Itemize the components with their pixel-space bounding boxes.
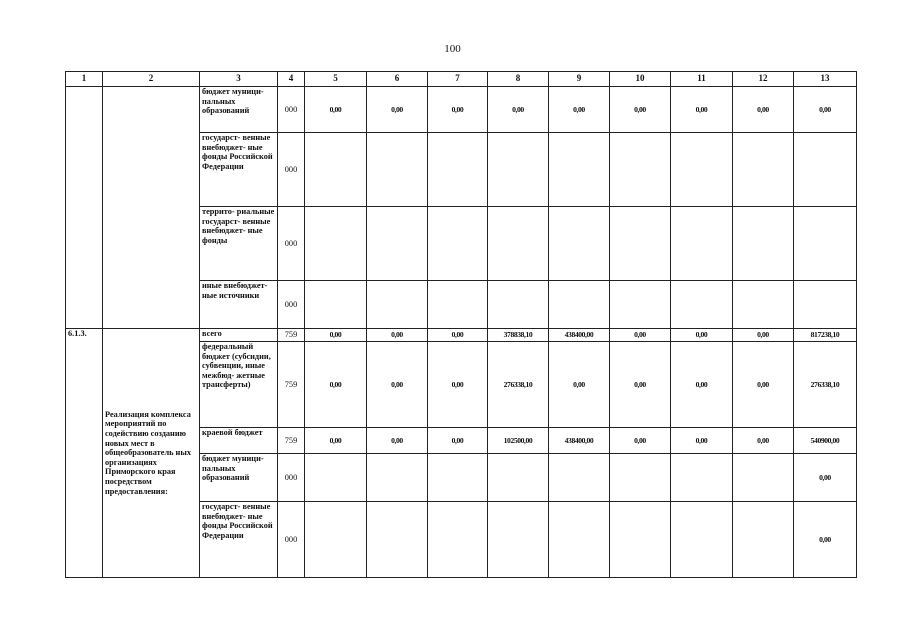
value-cell: 0,00 — [367, 428, 428, 454]
value-cell: 0,00 — [488, 87, 549, 133]
value-cell — [794, 207, 857, 281]
value-cell: 0,00 — [549, 87, 610, 133]
value-cell: 0,00 — [671, 428, 733, 454]
value-cell — [610, 281, 671, 329]
funding-source-cell: государст- венные внебюджет- ные фонды Российской Федерации — [200, 133, 278, 207]
value-cell — [733, 207, 794, 281]
code-cell: 000 — [278, 281, 305, 329]
funding-source-cell: всего — [200, 329, 278, 342]
value-cell: 0,00 — [428, 428, 488, 454]
header-cell: 13 — [794, 72, 857, 87]
funding-source-cell: бюджет муници- пальных образований — [200, 454, 278, 502]
value-cell — [549, 502, 610, 578]
value-cell: 0,00 — [671, 342, 733, 428]
value-cell: 817238,10 — [794, 329, 857, 342]
value-cell — [305, 281, 367, 329]
funding-source-cell: бюджет муници- пальных образований — [200, 87, 278, 133]
value-cell: 438400,00 — [549, 329, 610, 342]
value-cell — [488, 281, 549, 329]
row-id-cell: 6.1.3. — [66, 329, 103, 578]
value-cell — [305, 207, 367, 281]
value-cell — [549, 207, 610, 281]
value-cell — [367, 502, 428, 578]
code-cell: 000 — [278, 502, 305, 578]
value-cell — [367, 133, 428, 207]
value-cell — [794, 133, 857, 207]
value-cell: 0,00 — [305, 87, 367, 133]
header-cell: 8 — [488, 72, 549, 87]
description-cell: Реализация комплекса мероприятий по содействию созданию новых мест в общеобразователь ных организациях Приморского края посредством предоставления: — [103, 329, 200, 578]
value-cell — [367, 281, 428, 329]
table-row — [66, 329, 857, 342]
header-cell: 3 — [200, 72, 278, 87]
value-cell: 0,00 — [367, 87, 428, 133]
header-cell: 9 — [549, 72, 610, 87]
value-cell — [367, 454, 428, 502]
value-cell: 0,00 — [367, 329, 428, 342]
header-cell: 1 — [66, 72, 103, 87]
value-cell: 0,00 — [305, 329, 367, 342]
header-cell: 12 — [733, 72, 794, 87]
value-cell: 0,00 — [794, 454, 857, 502]
value-cell — [428, 207, 488, 281]
value-cell — [610, 502, 671, 578]
value-cell — [428, 502, 488, 578]
value-cell: 0,00 — [794, 502, 857, 578]
header-cell: 5 — [305, 72, 367, 87]
value-cell — [733, 502, 794, 578]
code-cell: 759 — [278, 329, 305, 342]
value-cell: 438400,00 — [549, 428, 610, 454]
page-number: 100 — [444, 43, 461, 55]
funding-source-cell: краевой бюджет — [200, 428, 278, 454]
header-cell: 11 — [671, 72, 733, 87]
value-cell — [733, 454, 794, 502]
value-cell — [305, 502, 367, 578]
value-cell: 0,00 — [671, 87, 733, 133]
description-cell — [103, 87, 200, 329]
table-row — [66, 87, 857, 133]
value-cell: 0,00 — [428, 329, 488, 342]
value-cell — [367, 207, 428, 281]
funding-source-cell: террито- риальные государст- венные внебюджет- ные фонды — [200, 207, 278, 281]
value-cell: 0,00 — [671, 329, 733, 342]
value-cell: 0,00 — [794, 87, 857, 133]
value-cell — [733, 133, 794, 207]
value-cell: 0,00 — [733, 329, 794, 342]
value-cell — [610, 133, 671, 207]
header-cell: 7 — [428, 72, 488, 87]
funding-source-cell: государст- венные внебюджет- ные фонды Российской Федерации — [200, 502, 278, 578]
value-cell — [610, 207, 671, 281]
value-cell: 0,00 — [610, 87, 671, 133]
code-cell: 759 — [278, 342, 305, 428]
value-cell — [488, 454, 549, 502]
value-cell — [549, 281, 610, 329]
value-cell: 0,00 — [733, 428, 794, 454]
value-cell — [610, 454, 671, 502]
value-cell — [488, 502, 549, 578]
value-cell: 540900,00 — [794, 428, 857, 454]
value-cell: 0,00 — [428, 342, 488, 428]
funding-source-cell: федеральный бюджет (субсидии, субвенции, иные межбюд- жетные трансферты) — [200, 342, 278, 428]
value-cell — [671, 207, 733, 281]
value-cell: 0,00 — [428, 87, 488, 133]
value-cell: 0,00 — [367, 342, 428, 428]
code-cell: 000 — [278, 454, 305, 502]
value-cell — [428, 281, 488, 329]
value-cell — [671, 502, 733, 578]
value-cell: 0,00 — [733, 87, 794, 133]
value-cell — [549, 133, 610, 207]
header-cell: 10 — [610, 72, 671, 87]
value-cell: 0,00 — [305, 342, 367, 428]
value-cell — [733, 281, 794, 329]
value-cell — [305, 133, 367, 207]
value-cell: 378838,10 — [488, 329, 549, 342]
value-cell — [671, 133, 733, 207]
header-cell: 6 — [367, 72, 428, 87]
value-cell: 0,00 — [610, 329, 671, 342]
value-cell — [671, 281, 733, 329]
value-cell: 0,00 — [305, 428, 367, 454]
value-cell: 276338,10 — [488, 342, 549, 428]
value-cell: 276338,10 — [794, 342, 857, 428]
value-cell — [488, 133, 549, 207]
header-row — [66, 72, 857, 87]
value-cell — [428, 133, 488, 207]
value-cell — [671, 454, 733, 502]
value-cell: 0,00 — [733, 342, 794, 428]
value-cell — [488, 207, 549, 281]
value-cell: 0,00 — [610, 342, 671, 428]
value-cell: 0,00 — [610, 428, 671, 454]
budget-table — [65, 71, 857, 578]
value-cell: 0,00 — [549, 342, 610, 428]
value-cell — [428, 454, 488, 502]
code-cell: 759 — [278, 428, 305, 454]
code-cell: 000 — [278, 87, 305, 133]
value-cell: 102500,00 — [488, 428, 549, 454]
header-cell: 4 — [278, 72, 305, 87]
code-cell: 000 — [278, 133, 305, 207]
funding-source-cell: иные внебюджет- ные источники — [200, 281, 278, 329]
value-cell — [794, 281, 857, 329]
code-cell: 000 — [278, 207, 305, 281]
row-id-cell — [66, 87, 103, 329]
value-cell — [549, 454, 610, 502]
header-cell: 2 — [103, 72, 200, 87]
value-cell — [305, 454, 367, 502]
